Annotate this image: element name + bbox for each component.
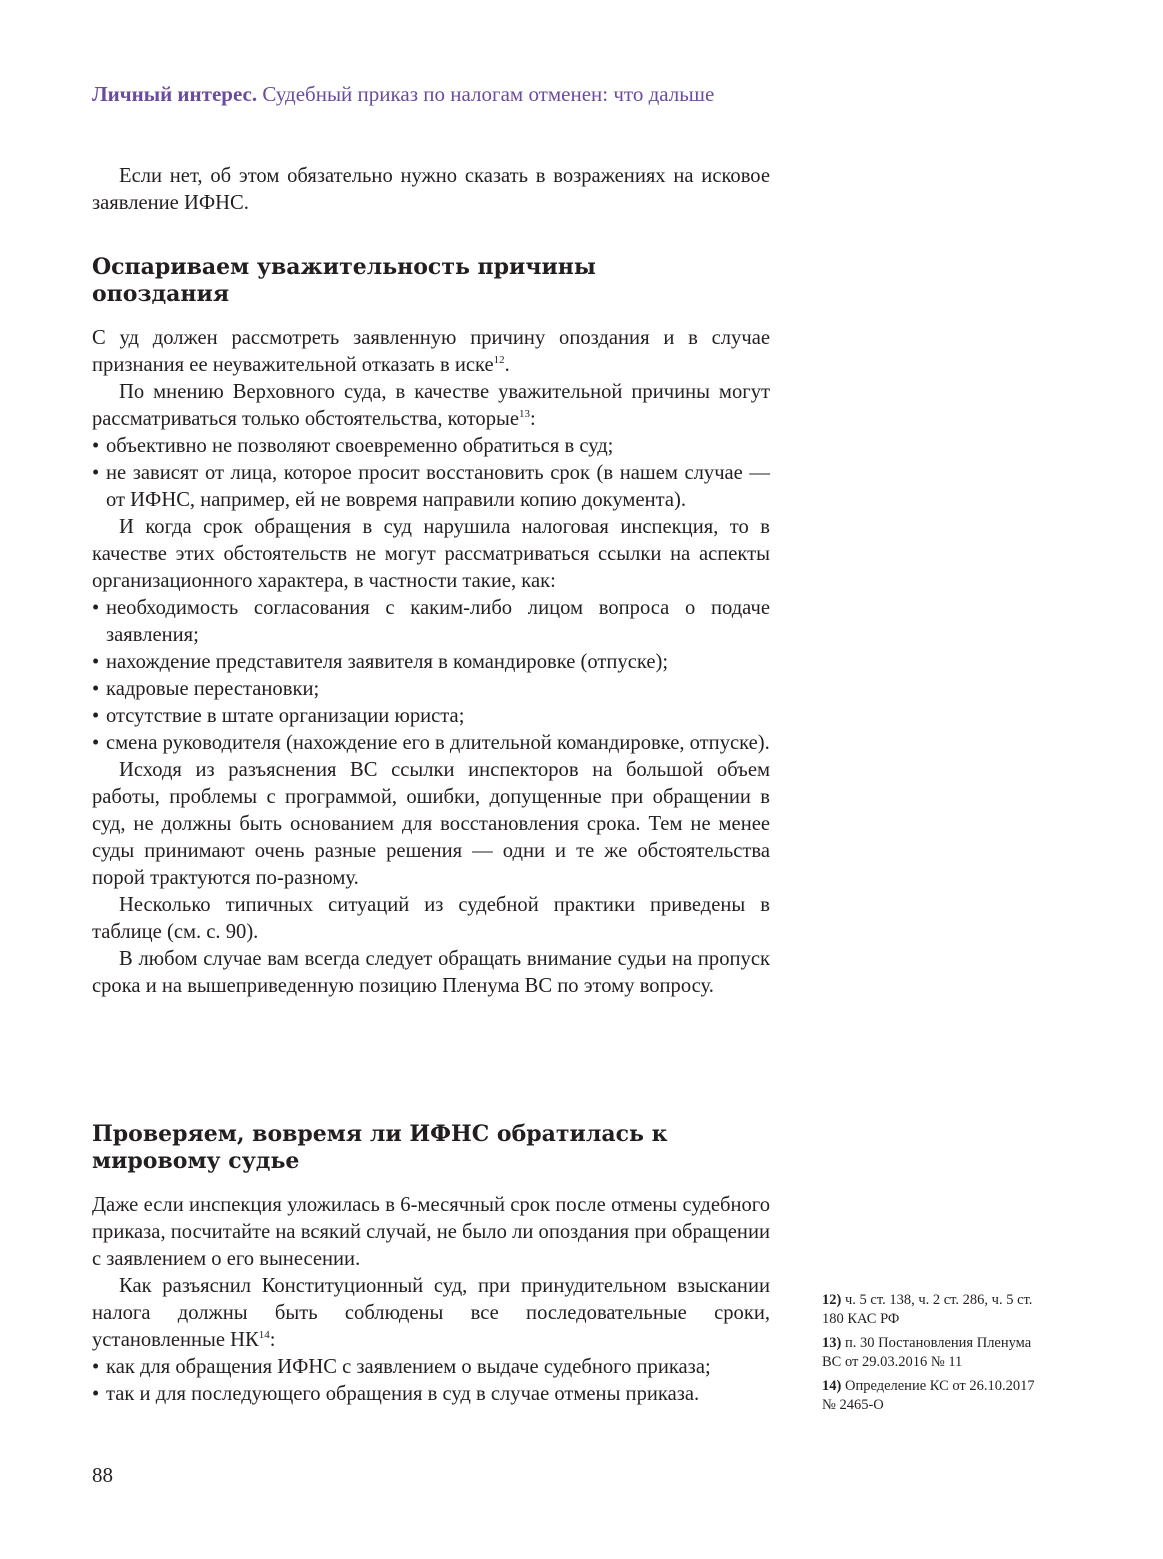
- paragraph: Как разъяснил Конституционный суд, при принудительном взыскании налога должны быть соблюдены все последовательные сроки, установленные НК$^{14}$:: [92, 1275, 770, 1351]
- section-heading-2: Проверяем, вовремя ли ИФНС обратилась к мировому судье: [92, 1121, 668, 1174]
- bullet-item: • как для обращения ИФНС с заявлением о выдаче судебного приказа;: [92, 1354, 770, 1381]
- running-header: [92, 82, 714, 107]
- intro-text: [92, 163, 770, 217]
- page-number: 88: [92, 1463, 113, 1487]
- footnote-ref[interactable]: 12: [493, 354, 505, 367]
- footnotes: [822, 1291, 1052, 1420]
- paragraph: С уд должен рассмотреть заявленную причину опоздания и в случае признания ее неуважительной отказать в иске$^{12}$.: [92, 327, 770, 376]
- paragraph: По мнению Верховного суда, в качестве уважительной причины могут рассматриваться только обстоятельства, которые$^{13}$:: [92, 381, 770, 430]
- footnote-14: 14) Определение КС от 26.10.2017 № 2465-О: [822, 1378, 1035, 1413]
- header-title: Судебный приказ по налогам отменен: что дальше: [262, 82, 715, 106]
- bullet-item: • объективно не позволяют своевременно обратиться в суд;: [92, 433, 770, 460]
- bullet-item: • необходимость согласования с каким-либо лицом вопроса о подаче заявления;: [92, 595, 770, 649]
- section-heading-1: Оспариваем уважительность причины опоздания: [92, 254, 596, 307]
- paragraph: Несколько типичных ситуаций из судебной практики приведены в таблице (см. с. 90).: [92, 894, 770, 943]
- footnote-12: 12) ч. 5 ст. 138, ч. 2 ст. 286, ч. 5 ст. 180 КАС РФ: [822, 1292, 1033, 1327]
- bullet-item: • нахождение представителя заявителя в командировке (отпуске);: [92, 649, 770, 676]
- paragraph: И когда срок обращения в суд нарушила налоговая инспекция, то в качестве этих обстоятельств не могут рассматриваться ссылки на аспекты организационного характера, в частности такие, как:: [92, 516, 770, 592]
- section-2-body: [92, 1192, 770, 1408]
- header-section: Личный интерес.: [92, 82, 258, 106]
- bullet-item: • кадровые перестановки;: [92, 676, 770, 703]
- paragraph: Исходя из разъяснения ВС ссылки инспекторов на большой объем работы, проблемы с программой, ошибки, допущенные при обращении в суд, не должны быть основанием для восстановления срока. Тем не менее суды принимают очень разные решения — одни и те же обстоятельства порой трактуются по-разному.: [92, 759, 770, 889]
- paragraph: В любом случае вам всегда следует обращать внимание судьи на пропуск срока и на вышеприведенную позицию Пленума ВС по этому вопросу.: [92, 948, 770, 997]
- bullet-item: • не зависят от лица, которое просит восстановить срок (в нашем случае — от ИФНС, например, ей не вовремя направили копию документа).: [92, 460, 770, 514]
- paragraph: Если нет, об этом обязательно нужно сказать в возражениях на исковое заявление ИФНС.: [92, 165, 770, 214]
- paragraph: Даже если инспекция уложилась в 6-месячный срок после отмены судебного приказа, посчитайте на всякий случай, не было ли опоздания при обращении с заявлением о его вынесении.: [92, 1194, 770, 1270]
- section-1-body: [92, 325, 770, 1000]
- footnote-ref[interactable]: 14: [258, 1329, 270, 1342]
- footnote-13: 13) п. 30 Постановления Пленума ВС от 29.03.2016 № 11: [822, 1335, 1032, 1370]
- bullet-item: • смена руководителя (нахождение его в длительной командировке, отпуске).: [92, 730, 770, 757]
- bullet-item: • так и для последующего обращения в суд в случае отмены приказа.: [92, 1381, 770, 1408]
- footnote-ref[interactable]: 13: [518, 408, 530, 421]
- bullet-item: • отсутствие в штате организации юриста;: [92, 703, 770, 730]
